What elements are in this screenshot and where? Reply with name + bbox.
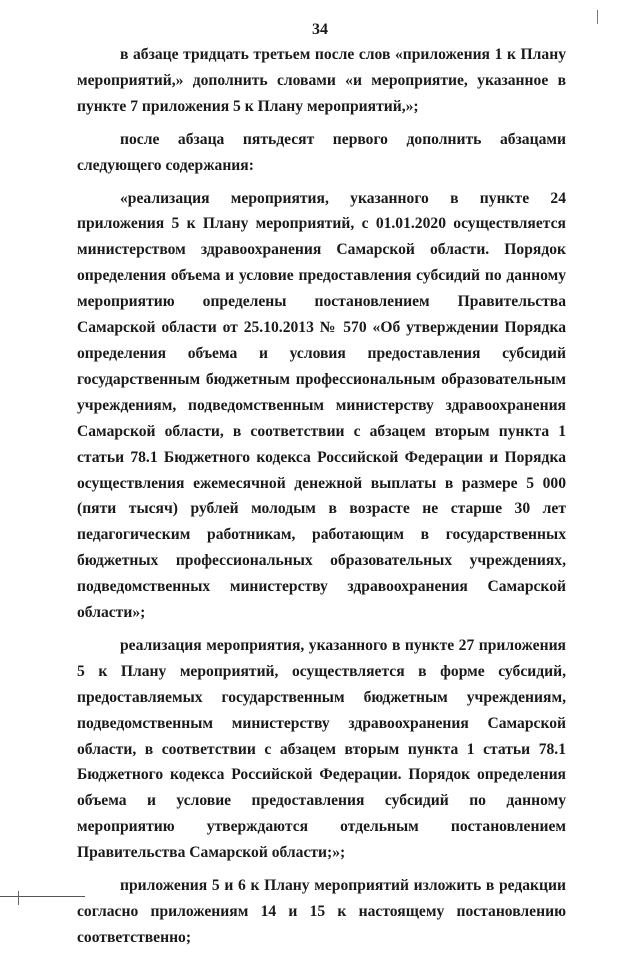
paragraph-4: реализация мероприятия, указанного в пункте 27 приложения 5 к Плану мероприятий, осуществляется в форме субсидий, предоставляемых государственным бюджетным учреждениям, подведомственным министерству здравоохранения Самарской области, в соответствии с абзацем вторым пункта 1 статьи 78.1 Бюджетного кодекса Российской Федерации. Порядок определения объема и условие предоставления субсидий по данному мероприятию утверждаются отдельным постановлением Правительства Самарской области;»;: [77, 636, 566, 862]
scan-mark-bottom-left: [0, 896, 85, 897]
document-body: [77, 42, 566, 958]
paragraph-1: в абзаце тридцать третьем после слов «приложения 1 к Плану мероприятий,» дополнить словами «и мероприятие, указанное в пункте 7 приложения 5 к Плану мероприятий,»;: [77, 46, 566, 115]
paragraph-3: «реализация мероприятия, указанного в пункте 24 приложения 5 к Плану мероприятий, с 01.01.2020 осуществляется министерством здравоохранения Самарской области. Порядок определения объема и условие предоставления субсидий по данному мероприятию определены постановлением Правительства Самарской области от 25.10.2013 № 570 «Об утверждении Порядка определения объема и условия предоставления субсидий государственным бюджетным профессиональным образовательным учреждениям, подведомственным министерству здравоохранения Самарской области, в соответствии с абзацем вторым пункта 1 статьи 78.1 Бюджетного кодекса Российской Федерации и Порядка осуществления ежемесячной денежной выплаты в размере 5 000 (пяти тысяч) рублей молодым в возрасте не старше 30 лет педагогическим работникам, работающим в государственных бюджетных профессиональных образовательных учреждениях, подведомственных министерству здравоохранения Самарской области»;: [77, 189, 566, 622]
paragraph-5: приложения 5 и 6 к Плану мероприятий изложить в редакции согласно приложениям 14 и 15 к настоящему постановлению соответственно;: [77, 877, 566, 946]
scan-mark-bottom-left-vertical: [18, 891, 19, 905]
paragraph-2: после абзаца пятьдесят первого дополнить абзацами следующего содержания:: [77, 130, 566, 174]
page-number: 34: [312, 21, 328, 38]
